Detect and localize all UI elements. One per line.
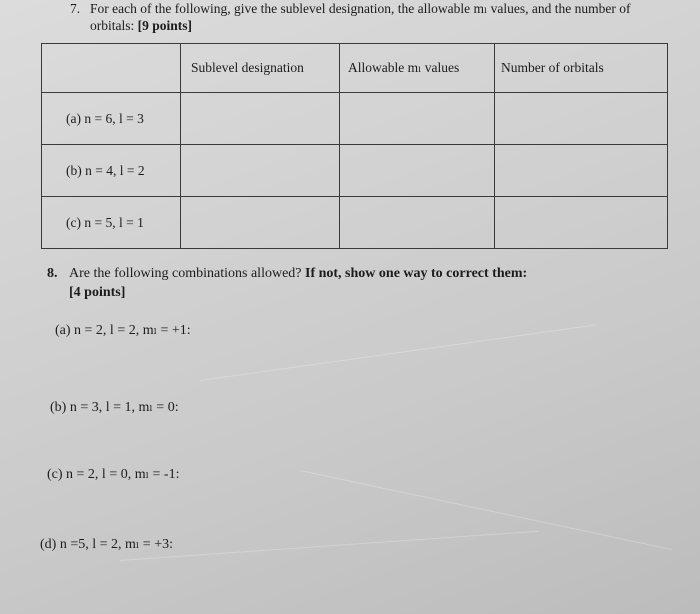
part-d: (d) n =5, l = 2, mₗ = +3: [40,537,173,552]
instruction-text: If not, show one way to correct them: [305,266,528,281]
question-number: 7. [70,1,81,16]
part-a: (a) n = 2, l = 2, mₗ = +1: [55,323,191,338]
table-header-row [42,44,668,93]
answer-cell[interactable] [181,145,340,197]
answer-cell[interactable] [495,145,668,197]
part-c: (c) n = 2, l = 0, mₗ = -1: [47,467,180,482]
question-text: Are the following combinations allowed? If not, show one way to correct them: [4 points] [69,266,528,300]
row-label: (a) n = 6, l = 3 [42,93,181,145]
part-b: (b) n = 3, l = 1, mₗ = 0: [50,400,179,415]
answer-cell[interactable] [340,197,495,249]
question-text: For each of the following, give the sublevel designation, the allowable mₗ values, and the number of orbitals: [9 points] [90,1,631,33]
header-cell-empty [42,44,181,93]
paper-crease [300,470,672,550]
points-label: [9 points] [137,18,193,33]
row-label: (b) n = 4, l = 2 [42,145,181,197]
answer-cell[interactable] [495,93,668,145]
row-label: (c) n = 5, l = 1 [42,197,181,249]
points-label: [4 points] [69,285,126,300]
question-number: 8. [47,266,58,281]
answer-cell[interactable] [181,93,340,145]
answer-cell[interactable] [181,197,340,249]
orbital-table [41,43,668,249]
header-sublevel: Sublevel designation [181,44,340,93]
table-row [42,93,668,145]
table-row [42,145,668,197]
answer-cell[interactable] [340,93,495,145]
answer-cell[interactable] [340,145,495,197]
table-row [42,197,668,249]
header-ml-values: Allowable mₗ values [340,44,495,93]
header-num-orbitals: Number of orbitals [495,44,668,93]
paper-crease [120,531,539,561]
paper-crease [200,324,596,381]
answer-cell[interactable] [495,197,668,249]
